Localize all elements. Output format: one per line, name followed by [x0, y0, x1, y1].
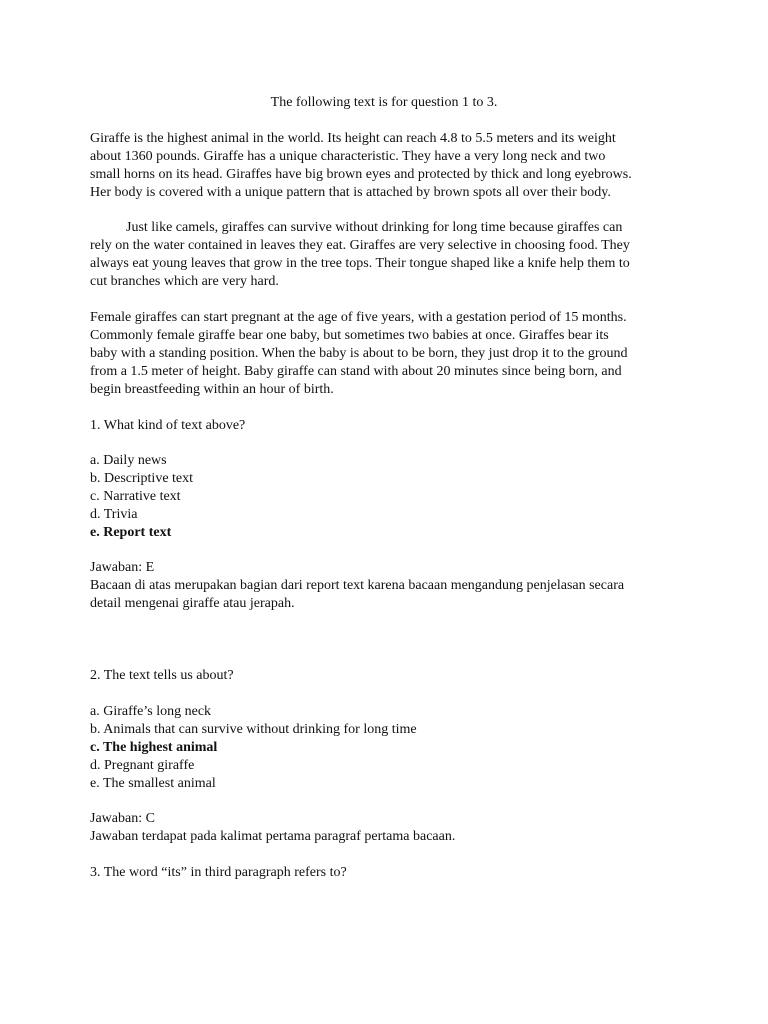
- paragraph-line: cut branches which are very hard.: [90, 274, 279, 289]
- option-c-correct: c. The highest animal: [90, 740, 218, 755]
- paragraph-line: about 1360 pounds. Giraffe has a unique characteristic. They have a very long neck and two: [90, 149, 606, 164]
- paragraph-line: Giraffe is the highest animal in the world. Its height can reach 4.8 to 5.5 meters and its weight: [90, 131, 616, 146]
- paragraph-line: Her body is covered with a unique pattern that is attached by brown spots all over their body.: [90, 185, 611, 200]
- paragraph-line: rely on the water contained in leaves they eat. Giraffes are very selective in choosing food. They: [90, 238, 630, 253]
- answer-label: Jawaban: C: [90, 811, 155, 826]
- option-b: b. Descriptive text: [90, 471, 194, 486]
- option-a: a. Daily news: [90, 453, 167, 468]
- option-e-correct: e. Report text: [90, 525, 172, 540]
- paragraph-line: from a 1.5 meter of height. Baby giraffe can stand with about 20 minutes since being born, and: [90, 364, 622, 379]
- paragraph-line: always eat young leaves that grow in the tree tops. Their tongue shaped like a knife help them to: [90, 256, 630, 271]
- option-d: d. Pregnant giraffe: [90, 758, 195, 773]
- explanation-line: Jawaban terdapat pada kalimat pertama paragraf pertama bacaan.: [90, 829, 456, 844]
- paragraph-line: Female giraffes can start pregnant at the age of five years, with a gestation period of 15 months.: [90, 310, 627, 325]
- paragraph-line: Commonly female giraffe bear one baby, but sometimes two babies at once. Giraffes bear its: [90, 328, 609, 343]
- paragraph-line: baby with a standing position. When the baby is about to be born, they just drop it to the ground: [90, 346, 628, 361]
- intro-heading: The following text is for question 1 to 3.: [270, 95, 498, 110]
- option-a: a. Giraffe’s long neck: [90, 704, 212, 719]
- explanation-line: detail mengenai giraffe atau jerapah.: [90, 596, 295, 611]
- paragraph-line: begin breastfeeding within an hour of birth.: [90, 382, 334, 397]
- paragraph-line: small horns on its head. Giraffes have big brown eyes and protected by thick and long eyebrows.: [90, 167, 632, 182]
- option-e: e. The smallest animal: [90, 776, 216, 791]
- option-b: b. Animals that can survive without drinking for long time: [90, 722, 417, 737]
- question-text: 3. The word “its” in third paragraph refers to?: [90, 865, 347, 880]
- question-text: 2. The text tells us about?: [90, 668, 234, 683]
- question-text: 1. What kind of text above?: [90, 418, 246, 433]
- option-c: c. Narrative text: [90, 489, 181, 504]
- explanation-line: Bacaan di atas merupakan bagian dari report text karena bacaan mengandung penjelasan secara: [90, 578, 625, 593]
- answer-label: Jawaban: E: [90, 560, 155, 575]
- paragraph-line: Just like camels, giraffes can survive without drinking for long time because giraffes can: [126, 220, 623, 235]
- option-d: d. Trivia: [90, 507, 138, 522]
